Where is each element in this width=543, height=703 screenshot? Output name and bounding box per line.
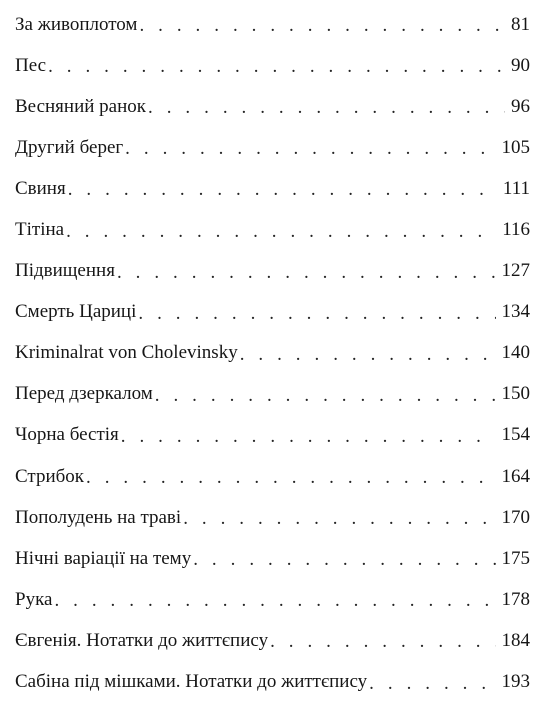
toc-entry	[15, 4, 530, 45]
toc-dot-leader	[240, 343, 496, 364]
toc-dot-leader	[48, 55, 505, 76]
toc-entry-page: 184	[501, 629, 530, 651]
toc-entry-title: Весняний ранок	[15, 95, 147, 117]
toc-entry	[15, 86, 530, 127]
toc-entry-page: 111	[502, 177, 530, 199]
toc-entry-page: 127	[501, 260, 530, 282]
toc-entry-page: 193	[501, 671, 530, 693]
toc-dot-leader	[68, 178, 497, 199]
toc-dot-leader	[183, 507, 495, 528]
toc-entry-page: 134	[501, 301, 530, 323]
toc-entry	[15, 662, 530, 703]
toc-entry	[15, 374, 530, 415]
toc-entry-page: 81	[511, 13, 530, 35]
toc-entry	[15, 415, 530, 456]
toc-dot-leader	[125, 137, 495, 158]
toc-entry	[15, 538, 530, 579]
toc-entry	[15, 497, 530, 538]
toc-entry	[15, 456, 530, 497]
toc-dot-leader	[369, 672, 495, 693]
toc-dot-leader	[117, 261, 496, 282]
toc-entry-title: Нічні варіації на тему	[15, 547, 192, 569]
toc-dot-leader	[193, 548, 495, 569]
toc-entry-title: Пес	[15, 54, 47, 76]
toc-entry-page: 178	[501, 588, 530, 610]
toc-dot-leader	[270, 630, 495, 651]
toc-entry-page: 96	[511, 95, 530, 117]
toc-entry-title: Свиня	[15, 177, 66, 199]
toc-entry-title: Тітіна	[15, 219, 65, 241]
toc-entry-title: Стрибок	[15, 465, 85, 487]
toc-entry-page: 105	[501, 136, 530, 158]
toc-dot-leader	[54, 589, 495, 610]
toc-entry-title: Євгенія. Нотатки до життєпису	[15, 629, 269, 651]
toc-entry-title: Пополудень на траві	[15, 506, 182, 528]
toc-entry-title: Чорна бестія	[15, 424, 119, 446]
toc-entry	[15, 620, 530, 661]
toc-dot-leader	[148, 96, 505, 117]
toc-dot-leader	[121, 425, 496, 446]
toc-entry	[15, 251, 530, 292]
toc-entry	[15, 579, 530, 620]
toc-dot-leader	[66, 220, 496, 241]
toc-entry	[15, 168, 530, 209]
toc-entry-title: Другий берег	[15, 136, 124, 158]
toc-entry-page: 170	[501, 506, 530, 528]
toc-dot-leader	[155, 384, 496, 405]
toc-entry	[15, 209, 530, 250]
table-of-contents	[15, 0, 530, 703]
toc-entry-page: 154	[501, 424, 530, 446]
toc-entry-title: Kriminalrat von Cholevinsky	[15, 342, 238, 364]
toc-dot-leader	[139, 14, 505, 35]
toc-entry-page: 140	[501, 342, 530, 364]
toc-entry	[15, 333, 530, 374]
toc-entry-title: Смерть Цариці	[15, 301, 137, 323]
toc-entry-title: Рука	[15, 588, 53, 610]
toc-entry-title: За живоплотом	[15, 13, 138, 35]
toc-entry-page: 150	[501, 383, 530, 405]
toc-entry	[15, 292, 530, 333]
toc-entry	[15, 127, 530, 168]
toc-entry-page: 116	[502, 219, 530, 241]
toc-entry-page: 164	[501, 465, 530, 487]
toc-dot-leader	[138, 302, 495, 323]
toc-entry-page: 175	[501, 547, 530, 569]
toc-entry-page: 90	[511, 54, 530, 76]
toc-entry-title: Перед дзеркалом	[15, 383, 153, 405]
toc-dot-leader	[86, 466, 495, 487]
toc-entry	[15, 45, 530, 86]
toc-entry-title: Сабіна під мішками. Нотатки до життєпису	[15, 671, 368, 693]
toc-entry-title: Підвищення	[15, 260, 115, 282]
